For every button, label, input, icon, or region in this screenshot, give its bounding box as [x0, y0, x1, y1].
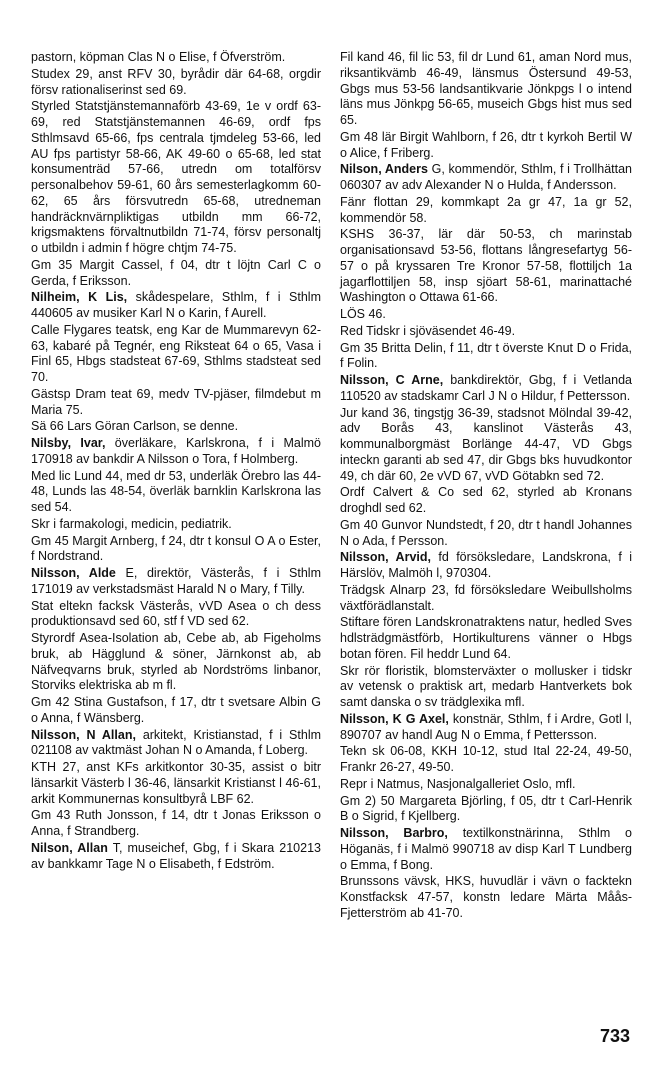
- entry-heading-paragraph: Nilson, Allan T, museichef, Gbg, f i Skara 210213 av bankkamr Tage N o Elisabeth, f Edström.: [31, 840, 321, 871]
- paragraph: Stat eltekn facksk Västerås, vVD Asea o ch dess produktionsavd sed 60, stf f VD sed 62.: [31, 598, 321, 629]
- entry-heading-paragraph: Nilsson, Alde E, direktör, Västerås, f i Sthlm 171019 av verkstadsmäst Harald N o Mary, f Tilly.: [31, 566, 321, 596]
- paragraph: Fil kand 46, fil lic 53, fil dr Lund 61, aman Nord mus, riksantikvämb 46-49, länsmus Östersund 49-53, Gbgs mus 53-56 landsantikvarie Jönkpgs l o intend läns mus Jönkpg 56-65, museich Gbgs hist mus sed 65.: [340, 50, 632, 127]
- entry-name: Nilsson, N Allan,: [31, 727, 136, 742]
- paragraph: Gm 35 Britta Delin, f 11, dtr t överste Knut D o Frida, f Folin.: [340, 340, 632, 371]
- paragraph: Gm 40 Gunvor Nundstedt, f 20, dtr t handl Johannes N o Ada, f Persson.: [340, 517, 632, 548]
- entry-heading-paragraph: Nilheim, K Lis, skådespelare, Sthlm, f i Sthlm 440605 av musiker Karl N o Karin, f Aurell.: [31, 290, 321, 320]
- entry-heading-paragraph: Nilsson, C Arne, bankdirektör, Gbg, f i Vetlanda 110520 av stadskamr Carl J N o Hildur, f Pettersson.: [340, 373, 632, 403]
- entry-name: Nilson, Anders: [340, 162, 428, 177]
- paragraph: Brunssons vävsk, HKS, huvudlär i vävn o facktekn Konstfacksk 47-57, konstn ledare Märta Måås-Fjetterström ab 41-70.: [340, 874, 632, 920]
- paragraph: Gm 45 Margit Arnberg, f 24, dtr t konsul O A o Ester, f Nordstrand.: [31, 533, 321, 564]
- paragraph: Calle Flygares teatsk, eng Kar de Mummarevyn 62-63, kabaré på Tegnér, eng Riksteat 64 o 65, Vasa i Finl 65, Hbgs stadsteat 67-69, Sthlms stadsteat sed 70.: [31, 322, 321, 384]
- entry-heading-paragraph: Nilsson, Barbro, textilkonstnärinna, Sthlm o Höganäs, f i Malmö 990718 av disp Karl T Lundberg o Emma, f Bong.: [340, 826, 632, 872]
- paragraph: Gm 48 lär Birgit Wahlborn, f 26, dtr t kyrkoh Bertil W o Alice, f Friberg.: [340, 129, 632, 160]
- paragraph: LÖS 46.: [340, 307, 386, 321]
- paragraph: Fänr flottan 29, kommkapt 2a gr 47, 1a gr 52, kommendör 58.: [340, 194, 632, 225]
- paragraph: Skr i farmakologi, medicin, pediatrik.: [31, 516, 232, 531]
- entry-name: Nilheim, K Lis,: [31, 290, 128, 305]
- entry-name: Nilsson, Barbro,: [340, 826, 448, 840]
- paragraph: Ordf Calvert & Co sed 62, styrled ab Kronans droghdl sed 62.: [340, 485, 632, 515]
- paragraph: Stiftare fören Landskronatraktens natur, hedled Sves hdlsträdgmästförb, Hortikulturens vänner o Hbgs botan fören. Fil heddr Lund 64.: [340, 615, 632, 661]
- entry-heading-paragraph: Nilsby, Ivar, överläkare, Karlskrona, f i Malmö 170918 av bankdir A Nilsson o Tora, f Holmberg.: [31, 436, 321, 466]
- right-column: [340, 50, 632, 923]
- paragraph: Jur kand 36, tingstjg 36-39, stadsnot Mölndal 39-42, adv Borås 43, kanslinot Västerås 43, kommunalborgmäst Borlänge 44-47, VD Gbgs inteckn garanti ab sed 47, dir Gbgs bks huvudkontor 49, ch där 60, 2e vVD 67, vVD Götabkn sed 72.: [340, 405, 632, 483]
- paragraph: Styrled Statstjänstemannaförb 43-69, 1e v ordf 63-69, red Statstjänstemannen 46-69, ordf fps Sthlmsavd 65-66, fps centrala tjmdeleg 53-66, led AU fps partistyr 58-66, AK 49-60 o 65-68, led stat konsumenträd 57-66, utredn om totalförsv personalbehov 59-61, 60 års semesterlagkomm 60-62, 65 års försvutredn 65-68, utredneman handräcknvärnpliktigas utbildn mm 66-72, krigsmaktens förvaltnutbildn 71-74, försv personaltj o utbildn i admin f högre chtjm 74-75.: [31, 99, 321, 255]
- entry-name: Nilsby, Ivar,: [31, 436, 106, 450]
- entry-heading-paragraph: Nilson, Anders G, kommendör, Sthlm, f i Trollhättan 060307 av adv Alexander N o Hulda, f Andersson.: [340, 162, 633, 192]
- paragraph: Studex 29, anst RFV 30, byrådir där 64-68, orgdir försv rationaliserinst sed 69.: [31, 66, 321, 97]
- paragraph: Styrordf Asea-Isolation ab, Cebe ab, ab Figeholms bruk, ab Hägglund & söner, Järnkonst ab, ab Näfveqvarns bruk, styrled ab Nordströms linbanor, Storviks elektriska ab m fl.: [31, 631, 321, 693]
- paragraph: Gm 43 Ruth Jonsson, f 14, dtr t Jonas Eriksson o Anna, f Strandberg.: [31, 808, 321, 838]
- paragraph: Gästsp Dram teat 69, medv TV-pjäser, filmdebut m Maria 75.: [31, 386, 321, 417]
- paragraph: pastorn, köpman Clas N o Elise, f Öfverström.: [31, 50, 286, 64]
- paragraph: Med lic Lund 44, med dr 53, underläk Örebro las 44-48, Lunds las 48-54, överläk barnklin Karlskrona las sed 54.: [31, 468, 321, 514]
- paragraph: Gm 2) 50 Margareta Björling, f 05, dtr t Carl-Henrik B o Sigrid, f Kjellberg.: [340, 793, 632, 824]
- entry-name: Nilsson, Arvid,: [340, 550, 431, 565]
- paragraph: Gm 35 Margit Cassel, f 04, dtr t löjtn Carl C o Gerda, f Eriksson.: [31, 257, 321, 288]
- paragraph: KSHS 36-37, lär där 50-53, ch marinstab organisationsavd 53-56, flottans långresefartyg 56-57 o på kryssaren Tre Kronor 57-58, flottiljch 1a jagarflottiljen 58, insp sjöart 58-61, marinattaché Washington o Ottawa 61-66.: [340, 227, 632, 305]
- entry-name: Nilsson, C Arne,: [340, 373, 444, 387]
- paragraph: Tekn sk 06-08, KKH 10-12, stud Ital 22-24, 49-50, Frankr 26-27, 49-50.: [340, 744, 632, 774]
- entry-heading-paragraph: Nilsson, N Allan, arkitekt, Kristianstad, f i Sthlm 021108 av vaktmäst Johan N o Amanda, f Loberg.: [31, 727, 322, 758]
- left-column: [31, 50, 321, 873]
- paragraph: Repr i Natmus, Nasjonalgalleriet Oslo, mfl.: [340, 776, 576, 791]
- paragraph: Red Tidskr i sjöväsendet 46-49.: [340, 323, 516, 338]
- entry-name: Nilson, Allan: [31, 840, 108, 855]
- paragraph: Trädgsk Alnarp 23, fd försöksledare Weibullsholms växtförädlanstalt.: [340, 582, 632, 613]
- paragraph: Skr rör floristik, blomsterväxter o mollusker i tidskr av vetensk o praktisk art, medarb Hantverkets bok samt danska o sv trädglexika mfl.: [340, 663, 632, 709]
- paragraph: Gm 42 Stina Gustafson, f 17, dtr t svetsare Albin G o Anna, f Wänsberg.: [31, 695, 321, 725]
- entry-name: Nilsson, Alde: [31, 566, 116, 580]
- paragraph: Sä 66 Lars Göran Carlson, se denne.: [31, 419, 239, 434]
- entry-heading-paragraph: Nilsson, K G Axel, konstnär, Sthlm, f i Ardre, Gotl l, 890707 av handl Aug N o Emma, f Pettersson.: [340, 711, 632, 742]
- paragraph: KTH 27, anst KFs arkitkontor 30-35, assist o bitr länsarkit Västerb l 36-46, länsarkit Kristianst l 46-61, arkit Kommunernas konsultbyrå LBF 62.: [31, 760, 321, 806]
- entry-name: Nilsson, K G Axel,: [340, 711, 449, 726]
- page-number: 733: [599, 1026, 630, 1046]
- entry-heading-paragraph: Nilsson, Arvid, fd försöksledare, Landskrona, f i Härslöv, Malmöh l, 970304.: [340, 550, 632, 580]
